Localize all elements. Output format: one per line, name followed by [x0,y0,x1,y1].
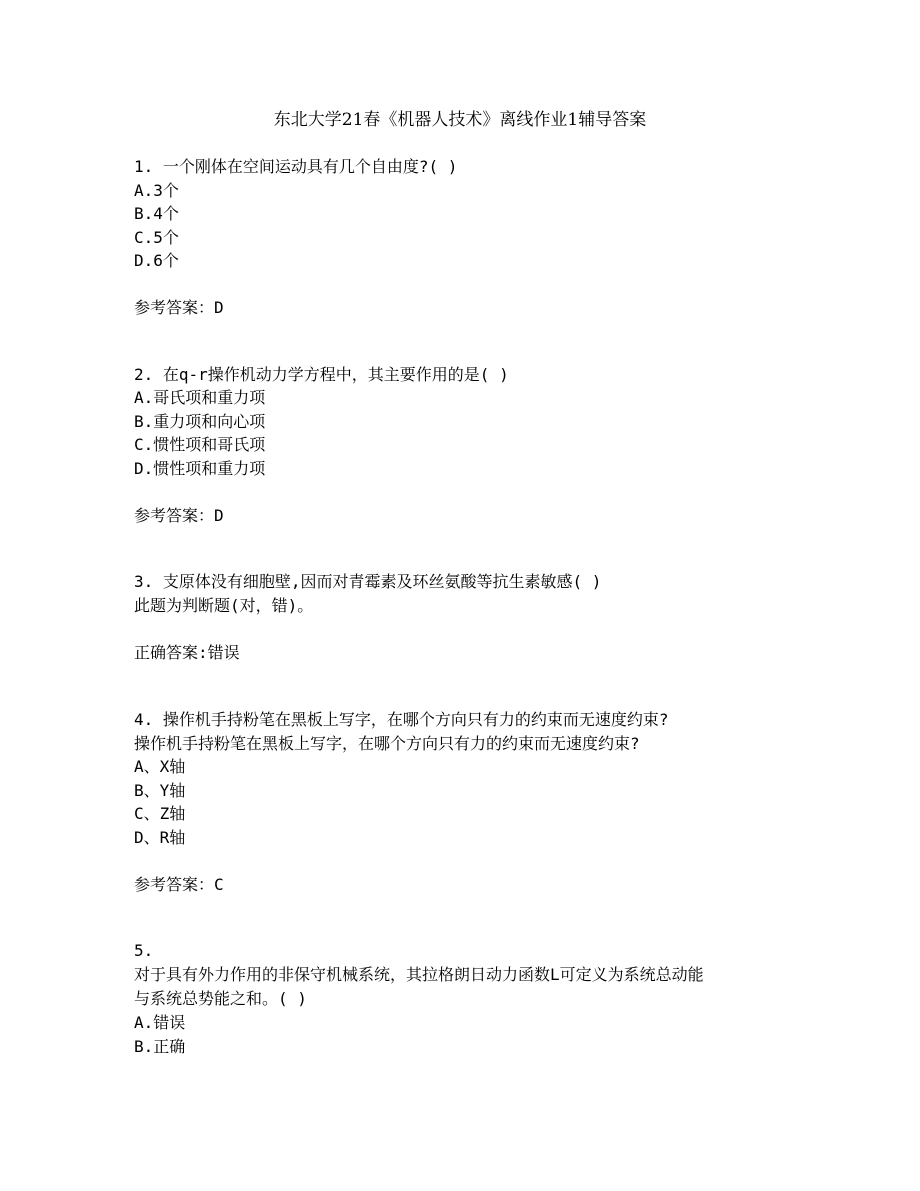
question-2-option-c: C.惯性项和哥氏项 [134,435,266,454]
question-4-option-d: D、R轴 [134,828,186,847]
question-5-text-line-1: 对于具有外力作用的非保守机械系统，其拉格朗日动力函数L可定义为系统总动能 [134,965,704,984]
question-1-option-c: C.5个 [134,228,179,247]
question-2-option-b: B.重力项和向心项 [134,412,266,431]
question-2-option-a: A.哥氏项和重力项 [134,388,266,407]
question-1-option-b: B.4个 [134,204,179,223]
question-2-text: 2. 在q-r操作机动力学方程中，其主要作用的是( ) [134,365,509,384]
question-3-text: 3. 支原体没有细胞壁,因而对青霉素及环丝氨酸等抗生素敏感( ) [134,572,602,591]
question-4-option-a: A、X轴 [134,757,186,776]
question-1-text: 1. 一个刚体在空间运动具有几个自由度?( ) [134,157,458,176]
question-4-repeat: 操作机手持粉笔在黑板上写字，在哪个方向只有力的约束而无速度约束? [134,734,640,753]
question-5-number: 5. [134,941,154,960]
question-5-text-line-2: 与系统总势能之和。( ) [134,989,307,1008]
question-4-option-c: C、Z轴 [134,804,186,823]
question-1-option-a: A.3个 [134,181,179,200]
question-1-answer: 参考答案：D [134,298,224,317]
question-2-answer: 参考答案：D [134,506,224,525]
question-4-answer: 参考答案：C [134,875,224,894]
question-4-text: 4. 操作机手持粉笔在黑板上写字，在哪个方向只有力的约束而无速度约束? [134,710,669,729]
question-4-option-b: B、Y轴 [134,781,186,800]
question-1-option-d: D.6个 [134,251,179,270]
question-3-note: 此题为判断题(对，错)。 [134,596,314,615]
question-3-answer: 正确答案:错误 [134,643,240,662]
question-5-option-b: B.正确 [134,1037,186,1056]
document-title: 东北大学21春《机器人技术》离线作业1辅导答案 [273,110,647,130]
question-2-option-d: D.惯性项和重力项 [134,459,266,478]
question-5-option-a: A.错误 [134,1013,186,1032]
